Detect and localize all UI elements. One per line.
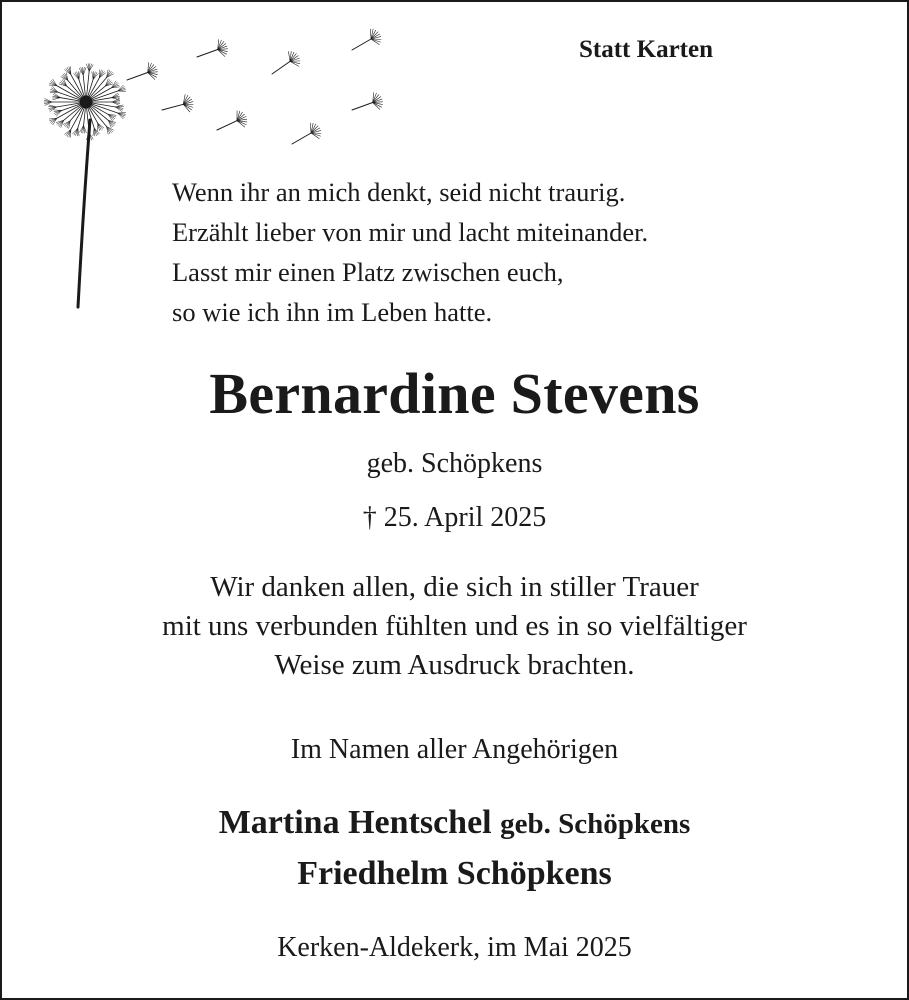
poem [172,172,648,332]
thanks-line: mit uns verbunden fühlten und es in so vielfältiger [162,610,747,642]
signature-intro: Im Namen aller Angehörigen [290,734,619,765]
signatory-1-name: Martina Hentschel [218,804,492,841]
maiden-name: geb. Schöpkens [366,448,543,479]
thanks-line: Wir danken allen, die sich in stiller Trauer [210,571,699,603]
place-date: Kerken-Aldekerk, im Mai 2025 [277,932,632,963]
signatory-1-maiden: geb. Schöpkens [500,808,691,840]
death-date: † 25. April 2025 [362,502,547,533]
poem-line: Wenn ihr an mich denkt, seid nicht traurig. [172,177,626,207]
thanks-line: Weise zum Ausdruck brachten. [274,649,635,681]
header-note: Statt Karten [579,36,713,63]
poem-line: so wie ich ihn im Leben hatte. [172,297,493,327]
signatories [2,798,907,899]
thanks-text [2,568,907,685]
deceased-name: Bernardine Stevens [209,361,700,426]
poem-line: Erzählt lieber von mir und lacht miteinander. [172,217,649,247]
signatory-2: Friedhelm Schöpkens [297,855,612,892]
poem-line: Lasst mir einen Platz zwischen euch, [172,257,564,287]
signatory-1 [2,798,907,849]
